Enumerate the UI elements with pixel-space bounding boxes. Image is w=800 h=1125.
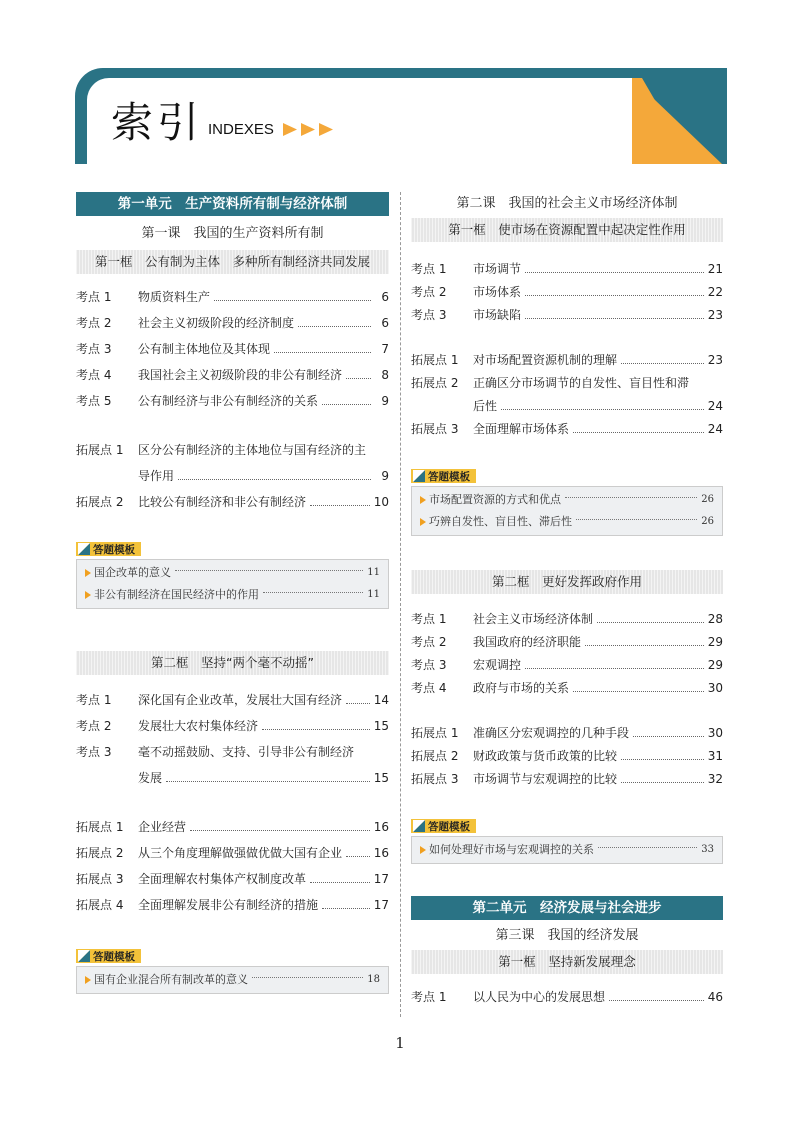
index-entry[interactable]: 拓展点 3 市场调节与宏观调控的比较 32 <box>411 768 723 791</box>
index-entry[interactable]: 拓展点 1 准确区分宏观调控的几种手段 30 <box>411 722 723 745</box>
frame-heading: 第二框 坚持“两个毫不动摇” <box>76 651 389 675</box>
arrow-icon <box>85 976 91 984</box>
answer-template-heading: 答题模板 <box>76 542 141 556</box>
header-corner-decoration <box>632 68 727 164</box>
index-entry[interactable]: 考点 2 市场体系 22 <box>411 281 723 304</box>
frame-heading: 第一框 使市场在资源配置中起决定性作用 <box>411 218 723 242</box>
unit-1-heading: 第一单元 生产资料所有制与经济体制 <box>76 192 389 216</box>
arrow-icon <box>420 496 426 504</box>
triple-arrow-icon <box>283 123 337 136</box>
right-column <box>411 192 723 1009</box>
index-entry[interactable]: 拓展点 1 区分公有制经济的主体地位与国有经济的主 <box>76 443 367 457</box>
corner-tri-icon <box>413 470 425 482</box>
answer-template-box <box>76 559 389 609</box>
index-entry[interactable]: 考点 2 社会主义初级阶段的经济制度 6 <box>76 312 389 335</box>
kaodian-list <box>411 608 723 700</box>
answer-template <box>76 540 389 609</box>
index-entry[interactable]: 拓展点 2 正确区分市场调节的自发性、盲目性和滞 <box>411 376 690 390</box>
index-entry[interactable]: 考点 1 物质资料生产 6 <box>76 286 389 309</box>
index-entry[interactable]: 考点 1 市场调节 21 <box>411 258 723 281</box>
index-entry[interactable]: 拓展点 4 全面理解发展非公有制经济的措施 17 <box>76 894 389 917</box>
tuozhan-list <box>76 816 389 917</box>
index-entry[interactable]: 考点 2 发展壮大农村集体经济 15 <box>76 715 389 738</box>
index-entry[interactable]: 拓展点 1 企业经营 16 <box>76 816 389 839</box>
index-entry-continued[interactable]: 后性 24 <box>411 395 723 418</box>
arrow-icon <box>85 591 91 599</box>
answer-template-heading: 答题模板 <box>76 949 141 963</box>
index-entry[interactable]: 拓展点 2 从三个角度理解做强做优做大国有企业 16 <box>76 842 389 865</box>
kaodian-list <box>76 286 389 413</box>
index-entry[interactable]: 考点 5 公有制经济与非公有制经济的关系 9 <box>76 390 389 413</box>
arrow-icon <box>85 569 91 577</box>
index-entry-continued[interactable]: 导作用 9 <box>76 465 389 488</box>
index-header <box>75 68 727 164</box>
lesson-1-heading: 第一课 我国的生产资料所有制 <box>141 226 324 241</box>
answer-template <box>76 947 389 994</box>
corner-tri-icon <box>78 543 90 555</box>
template-item[interactable]: 如何处理好市场与宏观调控的关系 33 <box>420 839 714 861</box>
frame-heading: 第二框 更好发挥政府作用 <box>411 570 723 594</box>
answer-template-box <box>411 836 723 864</box>
unit-2-heading: 第二单元 经济发展与社会进步 <box>411 896 723 920</box>
index-entry[interactable]: 考点 3 毫不动摇鼓励、支持、引导非公有制经济 <box>76 745 355 759</box>
index-entry[interactable]: 拓展点 2 比较公有制经济和非公有制经济 10 <box>76 491 389 514</box>
index-entry[interactable]: 考点 3 公有制主体地位及其体现 7 <box>76 338 389 361</box>
index-entry[interactable]: 考点 3 宏观调控 29 <box>411 654 723 677</box>
index-entry[interactable]: 拓展点 3 全面理解市场体系 24 <box>411 418 723 441</box>
index-entry[interactable]: 考点 2 我国政府的经济职能 29 <box>411 631 723 654</box>
index-entry[interactable]: 考点 3 市场缺陷 23 <box>411 304 723 327</box>
arrow-icon <box>420 846 426 854</box>
answer-template-heading: 答题模板 <box>411 469 476 483</box>
kaodian-list <box>411 258 723 327</box>
page-number: 1 <box>395 1034 405 1052</box>
template-item[interactable]: 国有企业混合所有制改革的意义 18 <box>85 969 380 991</box>
answer-template-box <box>411 486 723 536</box>
index-entry[interactable]: 考点 4 政府与市场的关系 30 <box>411 677 723 700</box>
index-entry[interactable]: 考点 1 以人民为中心的发展思想 46 <box>411 986 723 1009</box>
answer-template <box>411 467 723 536</box>
template-item[interactable]: 国企改革的意义 11 <box>85 562 380 584</box>
corner-tri-icon <box>413 820 425 832</box>
kaodian-list <box>411 986 723 1009</box>
index-entry[interactable]: 考点 1 社会主义市场经济体制 28 <box>411 608 723 631</box>
tuozhan-list <box>76 439 389 514</box>
template-item[interactable]: 非公有制经济在国民经济中的作用 11 <box>85 584 380 606</box>
index-entry-continued[interactable]: 发展 15 <box>76 767 389 790</box>
tuozhan-list <box>411 349 723 441</box>
answer-template-heading: 答题模板 <box>411 819 476 833</box>
template-item[interactable]: 市场配置资源的方式和优点 26 <box>420 489 714 511</box>
page-subtitle: INDEXES <box>208 121 274 138</box>
index-entry[interactable]: 拓展点 2 财政政策与货币政策的比较 31 <box>411 745 723 768</box>
index-entry[interactable]: 拓展点 1 对市场配置资源机制的理解 23 <box>411 349 723 372</box>
answer-template-box <box>76 966 389 994</box>
lesson-3-heading: 第三课 我国的经济发展 <box>495 928 639 943</box>
template-item[interactable]: 巧辨自发性、盲目性、滞后性 26 <box>420 511 714 533</box>
column-divider <box>400 192 401 1017</box>
frame-heading: 第一框 公有制为主体 多种所有制经济共同发展 <box>76 250 389 274</box>
arrow-icon <box>420 518 426 526</box>
index-entry[interactable]: 拓展点 3 全面理解农村集体产权制度改革 17 <box>76 868 389 891</box>
frame-heading: 第一框 坚持新发展理念 <box>411 950 723 974</box>
index-entry[interactable]: 考点 4 我国社会主义初级阶段的非公有制经济 8 <box>76 364 389 387</box>
index-entry[interactable]: 考点 1 深化国有企业改革，发展壮大国有经济 14 <box>76 689 389 712</box>
corner-tri-icon <box>78 950 90 962</box>
tuozhan-list <box>411 722 723 791</box>
answer-template <box>411 817 723 864</box>
left-column <box>76 192 389 994</box>
lesson-2-heading: 第二课 我国的社会主义市场经济体制 <box>456 196 678 211</box>
kaodian-list <box>76 689 389 790</box>
page-title: 索引 <box>111 98 204 147</box>
